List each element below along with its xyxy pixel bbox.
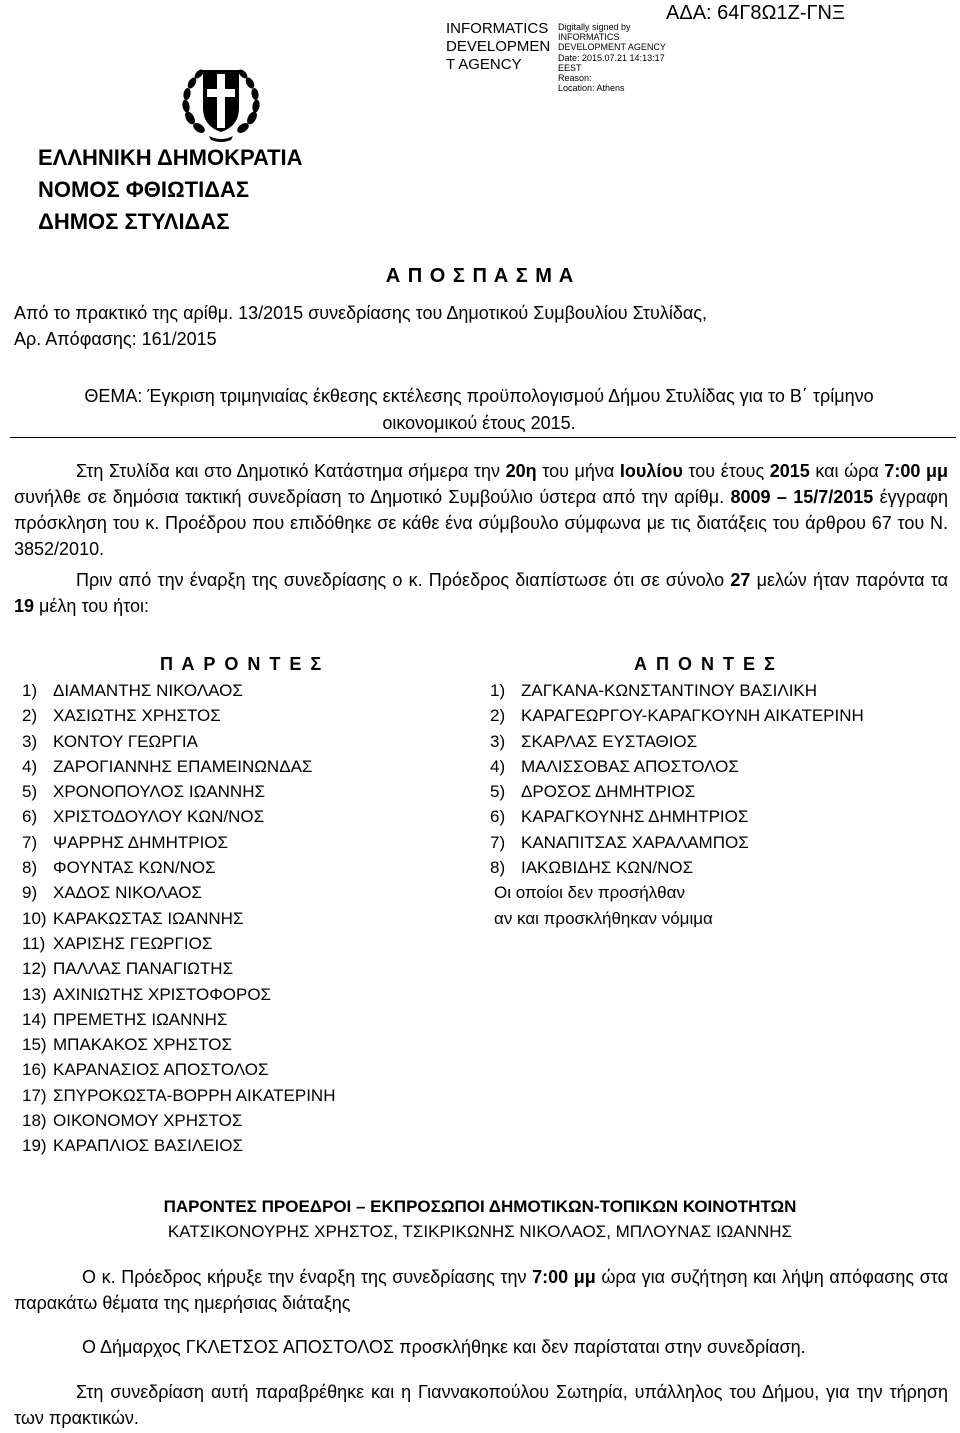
absent-member [490,729,864,754]
member-number: 13) [22,984,47,1004]
absent-member [490,804,864,829]
minutes-reference-line: Από το πρακτικό της αρίθμ. 13/2015 συνεδρίασης του Δημοτικού Συμβουλίου Στυλίδας, [14,303,707,323]
present-member [22,1133,335,1158]
member-number: 1) [22,681,38,700]
absent-member [490,855,864,880]
present-member [22,956,335,981]
present-member [22,729,335,754]
issuer-header [38,142,303,238]
present-member [22,830,335,855]
present-member [22,931,335,956]
absent-heading: Α Π Ο Ν Τ Ε Σ [634,654,777,674]
member-number: 11) [22,933,46,953]
member-name: ΚΑΡΑΚΩΣΤΑΣ ΙΩΑΝΝΗΣ [53,908,244,928]
present-member [22,1007,335,1032]
greek-coat-of-arms-icon [176,56,266,146]
member-name: ΧΡΙΣΤΟΔΟΥΛΟΥ ΚΩΝ/ΝΟΣ [53,807,265,827]
member-number: 6) [490,807,506,827]
signature-detail-line: Reason: [558,73,592,84]
member-number: 8) [490,858,506,878]
member-number: 12) [22,959,47,979]
member-number: 7) [22,832,38,852]
signature-detail-line: EEST [558,62,582,73]
absent-note: Οι οποίοι δεν προσήλθαν [494,883,685,903]
member-number: 1) [490,681,506,700]
member-number: 3) [490,731,506,751]
member-number: 7) [490,832,506,852]
quorum-paragraph: Πριν από την έναρξη της συνεδρίασης ο κ. Πρόεδρος διαπίστωσε ότι σε σύνολο 27 μελών ήταν παρόντα τα 19 μέλη του ήτοι: [14,570,949,616]
present-member [22,982,335,1007]
absent-member [490,779,864,804]
absent-note: αν και προσκλήθηκαν νόμιμα [494,908,713,928]
member-number: 8) [22,858,38,878]
present-members-list [22,678,335,1159]
member-name: ΔΙΑΜΑΝΤΗΣ ΝΙΚΟΛΑΟΣ [53,681,243,700]
member-number: 10) [22,908,47,928]
member-name: ΦΟΥΝΤΑΣ ΚΩΝ/ΝΟΣ [53,858,216,878]
member-number: 4) [490,756,506,776]
opening-paragraph: Ο κ. Πρόεδρος κήρυξε την έναρξη της συνεδρίασης την 7:00 μμ ώρα για συζήτηση και λήψη απόφασης στα παρακάτω θέματα της ημερήσιας διάταξης [14,1267,949,1313]
present-member [22,880,335,905]
member-name: ΜΠΑΚΑΚΟΣ ΧΡΗΣΤΟΣ [53,1035,232,1055]
member-name: ΧΡΟΝΟΠΟΥΛΟΣ ΙΩΑΝΝΗΣ [53,782,265,802]
intro-paragraph: Στη Στυλίδα και στο Δημοτικό Κατάστημα σήμερα την 20η του μήνα Ιουλίου του έτους 2015 και ώρα 7:00 μμ συνήλθε σε δημόσια τακτική συνεδρίαση το Δημοτικό Συμβούλιο ύστερα από την αρίθμ. 8009 – 15/7/2015 έγγραφη πρόσκληση του κ. Προέδρου που επιδόθηκε σε κάθε ένα σύμβουλο σύμφωνα με τις διατάξεις του άρθρου 67 του Ν. 3852/2010. [14,461,949,559]
present-member [22,906,335,931]
member-name: ΣΠΥΡΟΚΩΣΤΑ-ΒΟΡΡΗ ΑΙΚΑΤΕΡΙΝΗ [53,1085,336,1105]
member-number: 4) [22,756,38,776]
member-number: 2) [490,706,506,726]
member-name: ΨΑΡΡΗΣ ΔΗΜΗΤΡΙΟΣ [53,832,229,852]
member-name: ΙΑΚΩΒΙΔΗΣ ΚΩΝ/ΝΟΣ [521,858,694,878]
presidents-heading: ΠΑΡΟΝΤΕΣ ΠΡΟΕΔΡΟΙ – ΕΚΠΡΟΣΩΠΟΙ ΔΗΜΟΤΙΚΩΝ-ΤΟΠΙΚΩΝ ΚΟΙΝΟΤΗΤΩΝ [163,1197,797,1216]
present-heading: Π Α Ρ Ο Ν Τ Ε Σ [160,654,324,674]
member-number: 17) [22,1085,47,1105]
member-name: ΚΑΡΑΓΚΟΥΝΗΣ ΔΗΜΗΤΡΙΟΣ [521,807,749,827]
member-number: 18) [22,1111,47,1131]
absent-member [490,754,864,779]
signature-detail-line: Digitally signed by [558,22,631,32]
mayor-paragraph: Ο Δήμαρχος ΓΚΛΕΤΣΟΣ ΑΠΟΣΤΟΛΟΣ προσκλήθηκε και δεν παρίσταται στην συνεδρίαση. [82,1337,806,1357]
member-name: ΚΟΝΤΟΥ ΓΕΩΡΓΙΑ [53,731,198,751]
present-member [22,1083,335,1108]
present-member [22,1032,335,1057]
member-name: ΜΑΛΙΣΣΟΒΑΣ ΑΠΟΣΤΟΛΟΣ [521,756,739,776]
member-number: 3) [22,731,38,751]
absent-members-list [490,678,864,931]
header-line: ΝΟΜΟΣ ΦΘΙΩΤΙΔΑΣ [38,177,250,202]
member-name: ΖΑΡΟΓΙΑΝΝΗΣ ΕΠΑΜΕΙΝΩΝΔΑΣ [53,756,313,776]
signature-detail-line: INFORMATICS [558,32,620,43]
ada-code: ΑΔΑ: 64Γ8Ω1Ζ-ΓΝΞ [666,2,845,24]
present-member [22,754,335,779]
absent-member [490,830,864,855]
member-name: ΠΑΛΛΑΣ ΠΑΝΑΓΙΩΤΗΣ [53,959,234,979]
header-line: ΔΗΜΟΣ ΣΤΥΛΙΔΑΣ [38,209,230,234]
signer-name: INFORMATICS DEVELOPMEN T AGENCY [446,20,551,73]
member-number: 5) [22,782,38,802]
minutes-reference [14,300,934,352]
member-name: ΚΑΡΑΝΑΣΙΟΣ ΑΠΟΣΤΟΛΟΣ [53,1060,269,1080]
present-member [22,703,335,728]
member-name: ΣΚΑΡΛΑΣ ΕΥΣΤΑΘΙΟΣ [521,731,698,751]
absent-member [490,678,864,703]
present-member [22,804,335,829]
member-number: 5) [490,782,506,802]
subject-line: ΘΕΜΑ: Έγκριση τριμηνιαίας έκθεσης εκτέλεσης προϋπολογισμού Δήμου Στυλίδας για το Β΄ τρίμηνο [84,386,874,406]
presidents-names: ΚΑΤΣΙΚΟΝΟΥΡΗΣ ΧΡΗΣΤΟΣ, ΤΣΙΚΡΙΚΩΝΗΣ ΝΙΚΟΛΑΟΣ, ΜΠΛΟΥΝΑΣ ΙΩΑΝΝΗΣ [167,1222,793,1241]
signature-detail-line: DEVELOPMENT AGENCY [558,42,666,53]
present-member [22,855,335,880]
member-number: 19) [22,1136,47,1156]
subject [18,383,940,437]
member-number: 14) [22,1009,47,1029]
decision-number: Αρ. Απόφασης: 161/2015 [14,329,217,349]
signature-detail-line: Date: 2015.07.21 14:13:17 [558,52,665,63]
member-name: ΑΧΙΝΙΩΤΗΣ ΧΡΙΣΤΟΦΟΡΟΣ [53,984,272,1004]
present-member [22,779,335,804]
secretary-paragraph: Στη συνεδρίαση αυτή παραβρέθηκε και η Γιαννακοπούλου Σωτηρία, υπάλληλος του Δήμου, για την τήρηση των πρακτικών. [14,1382,948,1428]
member-name: ΟΙΚΟΝΟΜΟΥ ΧΡΗΣΤΟΣ [53,1111,243,1131]
document-title: Α Π Ο Σ Π Α Σ Μ Α [385,265,575,287]
member-number: 9) [22,883,38,903]
signature-detail-line: Location: Athens [558,83,625,94]
member-name: ΖΑΓΚΑΝΑ-ΚΩΝΣΤΑΝΤΙΝΟΥ ΒΑΣΙΛΙΚΗ [521,681,818,700]
member-number: 16) [22,1060,47,1080]
member-name: ΚΑΡΑΓΕΩΡΓΟΥ-ΚΑΡΑΓΚΟΥΝΗ ΑΙΚΑΤΕΡΙΝΗ [521,706,864,726]
member-number: 6) [22,807,38,827]
member-name: ΚΑΡΑΠΛΙΟΣ ΒΑΣΙΛΕΙΟΣ [53,1136,243,1156]
digital-signature [446,20,666,93]
subject-line: οικονομικού έτους 2015. [382,413,576,433]
present-member [22,1108,335,1133]
divider [10,437,956,438]
member-name: ΧΑΔΟΣ ΝΙΚΟΛΑΟΣ [53,883,202,903]
member-name: ΠΡΕΜΕΤΗΣ ΙΩΑΝΝΗΣ [53,1009,228,1029]
member-name: ΔΡΟΣΟΣ ΔΗΜΗΤΡΙΟΣ [521,782,696,802]
member-number: 2) [22,706,38,726]
header-line: ΕΛΛΗΝΙΚΗ ΔΗΜΟΚΡΑΤΙΑ [38,145,303,170]
member-name: ΚΑΝΑΠΙΤΣΑΣ ΧΑΡΑΛΑΜΠΟΣ [521,832,749,852]
absent-member [490,703,864,728]
member-name: ΧΑΡΙΣΗΣ ΓΕΩΡΓΙΟΣ [53,933,213,953]
signature-details [558,22,666,93]
present-member [22,678,335,703]
member-name: ΧΑΣΙΩΤΗΣ ΧΡΗΣΤΟΣ [53,706,221,726]
member-number: 15) [22,1035,47,1055]
present-member [22,1057,335,1082]
